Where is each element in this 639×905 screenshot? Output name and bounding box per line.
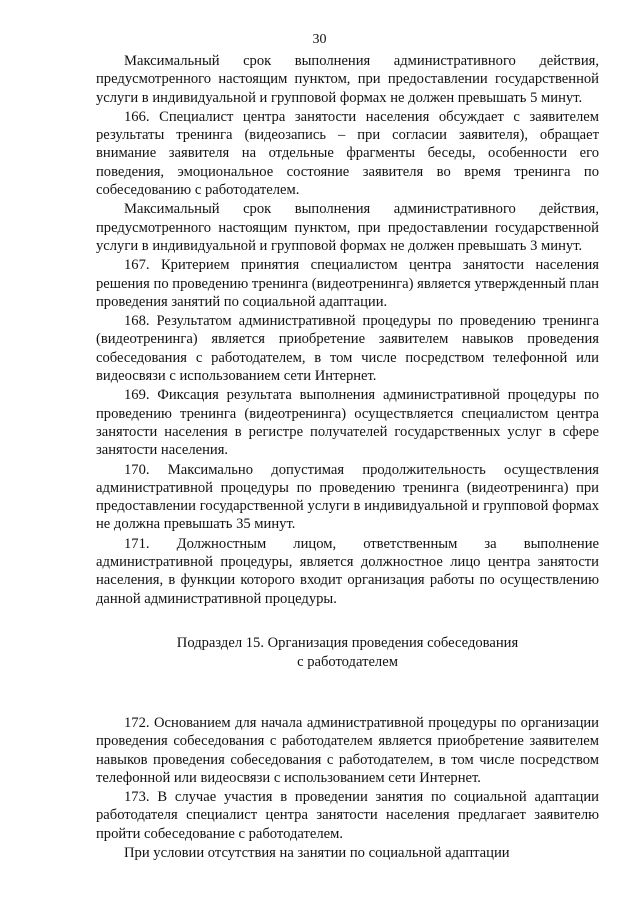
paragraph: Максимальный срок выполнения административного действия, предусмотренного настоящим пунктом, при предоставлении государственной услуги в индивидуальной и групповой формах не должен превышать 5 минут.: [96, 53, 599, 106]
section-heading-line2: с работодателем: [297, 653, 398, 670]
paragraph: 172. Основанием для начала административной процедуры по организации проведения собеседования с работодателем является приобретение заявителем навыков проведения собеседования с работодателем, в том числе посредством телефонной или видеосвязи с использованием сети Интернет.: [96, 714, 599, 786]
paragraph: При условии отсутствия на занятии по социальной адаптации: [124, 844, 510, 861]
paragraph: 169. Фиксация результата выполнения административной процедуры по проведению тренинга (видеотренинга) осуществляется специалистом центра занятости населения в регистре получателей государственных услуг в сфере занятости населения.: [96, 387, 599, 459]
paragraph: Максимальный срок выполнения административного действия, предусмотренного настоящим пунктом, при предоставлении государственной услуги в индивидуальной и групповой формах не должен превышать 3 минут.: [96, 201, 599, 254]
section-heading-line1: Подраздел 15. Организация проведения собеседования: [176, 634, 519, 651]
paragraph: 170. Максимально допустимая продолжительность осуществления административной процедуры по проведению тренинга (видеотренинга) при предоставлении государственной услуги в индивидуальной и групповой формах не должна превышать 35 минут.: [96, 461, 599, 533]
page-number: 30: [312, 32, 327, 47]
paragraph: 167. Критерием принятия специалистом центра занятости населения решения по проведению тренинга (видеотренинга) является утвержденный план проведения занятий по социальной адаптации.: [96, 257, 599, 310]
paragraph: 171. Должностным лицом, ответственным за выполнение административной процедуры, является должностное лицо центра занятости населения, в функции которого входит организация работы по осуществлению данной административной процедуры.: [96, 535, 599, 607]
paragraph: 173. В случае участия в проведении занятия по социальной адаптации работодателя специалист центра занятости населения предлагает заявителю пройти собеседование с работодателем.: [96, 789, 599, 842]
document-body: [96, 52, 599, 863]
section-heading: [96, 634, 599, 672]
paragraph: 166. Специалист центра занятости населения обсуждает с заявителем результаты тренинга (видеозапись – при согласии заявителя), обращает внимание заявителя на отдельные фрагменты беседы, особенности его поведения, эмоциональное состояние заявителя во время тренинга по собеседованию с работодателем.: [96, 108, 599, 199]
paragraph: 168. Результатом административной процедуры по проведению тренинга (видеотренинга) является приобретение заявителем навыков проведения собеседования с работодателем, в том числе посредством телефонной или видеосвязи с использованием сети Интернет.: [96, 313, 599, 385]
